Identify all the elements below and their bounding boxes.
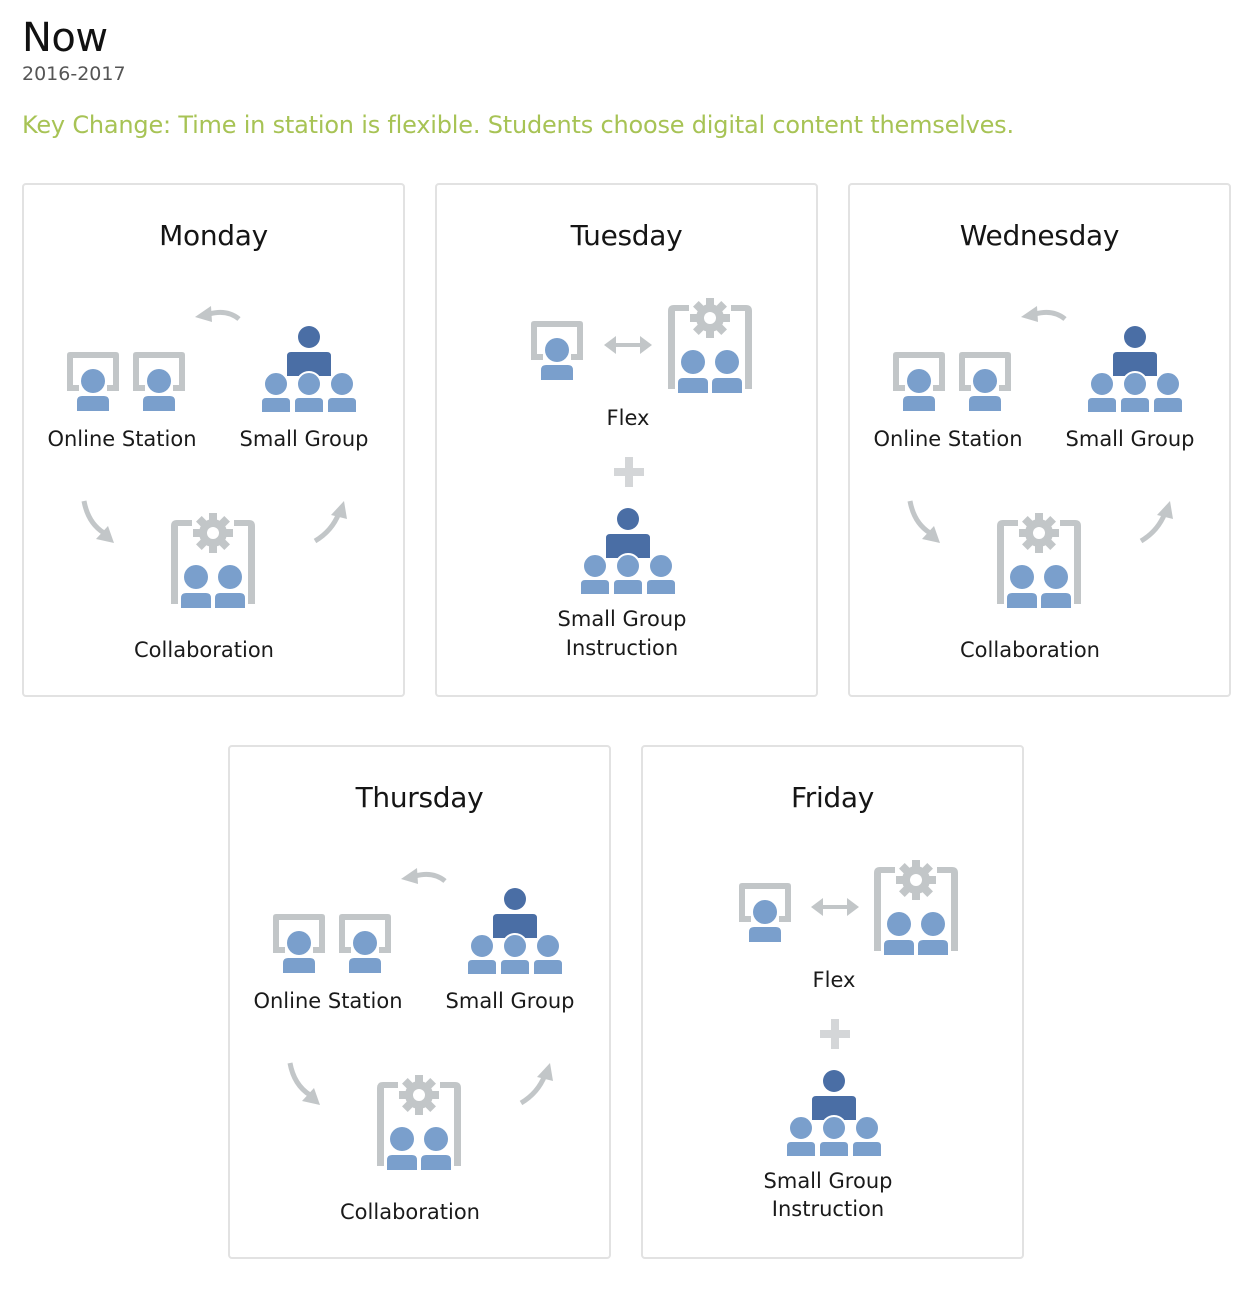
page-title: Now <box>22 15 108 61</box>
teacher-group-icon <box>261 326 357 412</box>
online-station-label: Online Station <box>873 427 1023 451</box>
small-group-label: Small Group <box>1065 427 1195 451</box>
small-group-instruction-label <box>733 1167 923 1223</box>
collaboration-label: Collaboration <box>134 638 274 662</box>
label-line-1: Small Group <box>557 607 687 631</box>
computer-student-icon <box>889 349 949 411</box>
flex-label: Flex <box>606 406 650 430</box>
day-card-thursday <box>228 745 611 1259</box>
label-line-2: Instruction <box>771 1197 885 1221</box>
teacher-group-icon <box>786 1070 882 1156</box>
plus-icon <box>820 1019 850 1049</box>
curved-arrow-icon <box>1138 499 1174 545</box>
plus-icon <box>614 457 644 487</box>
computer-student-icon <box>735 880 795 942</box>
day-card-friday <box>641 745 1024 1259</box>
day-title: Wednesday <box>959 219 1120 252</box>
curved-arrow-icon <box>906 499 942 545</box>
computer-student-icon <box>129 349 189 411</box>
curved-arrow-icon <box>191 305 241 327</box>
curved-arrow-icon <box>518 1061 554 1107</box>
small-group-instruction-label <box>527 605 717 663</box>
school-year: 2016-2017 <box>22 63 126 85</box>
teacher-group-icon <box>580 508 676 594</box>
small-group-label: Small Group <box>445 989 575 1013</box>
curved-arrow-icon <box>80 499 116 545</box>
small-group-label: Small Group <box>239 427 369 451</box>
day-title: Tuesday <box>570 219 683 252</box>
collaboration-label: Collaboration <box>960 638 1100 662</box>
gear-collaboration-icon <box>871 859 961 955</box>
gear-collaboration-icon <box>994 512 1084 608</box>
day-title: Thursday <box>355 781 484 814</box>
label-line-2: Instruction <box>565 636 679 660</box>
curved-arrow-icon <box>1017 305 1067 327</box>
label-line-1: Small Group <box>763 1169 893 1193</box>
teacher-group-icon <box>1087 326 1183 412</box>
curved-arrow-icon <box>286 1061 322 1107</box>
gear-collaboration-icon <box>665 297 755 393</box>
computer-student-icon <box>527 318 587 380</box>
day-card-wednesday <box>848 183 1231 697</box>
computer-student-icon <box>955 349 1015 411</box>
gear-collaboration-icon <box>374 1074 464 1170</box>
curved-arrow-icon <box>312 499 348 545</box>
gear-collaboration-icon <box>168 512 258 608</box>
double-arrow-icon <box>811 897 859 917</box>
teacher-group-icon <box>467 888 563 974</box>
day-title: Friday <box>790 781 875 814</box>
curved-arrow-icon <box>397 867 447 889</box>
online-station-label: Online Station <box>47 427 197 451</box>
computer-student-icon <box>269 911 329 973</box>
day-title: Monday <box>159 219 268 252</box>
online-station-label: Online Station <box>253 989 403 1013</box>
day-card-tuesday <box>435 183 818 697</box>
computer-student-icon <box>335 911 395 973</box>
computer-student-icon <box>63 349 123 411</box>
collaboration-label: Collaboration <box>340 1200 480 1224</box>
flex-label: Flex <box>812 968 856 992</box>
key-change-text: Key Change: Time in station is flexible. Students choose digital content themselves. <box>22 111 1014 139</box>
day-card-monday <box>22 183 405 697</box>
double-arrow-icon <box>604 335 652 355</box>
